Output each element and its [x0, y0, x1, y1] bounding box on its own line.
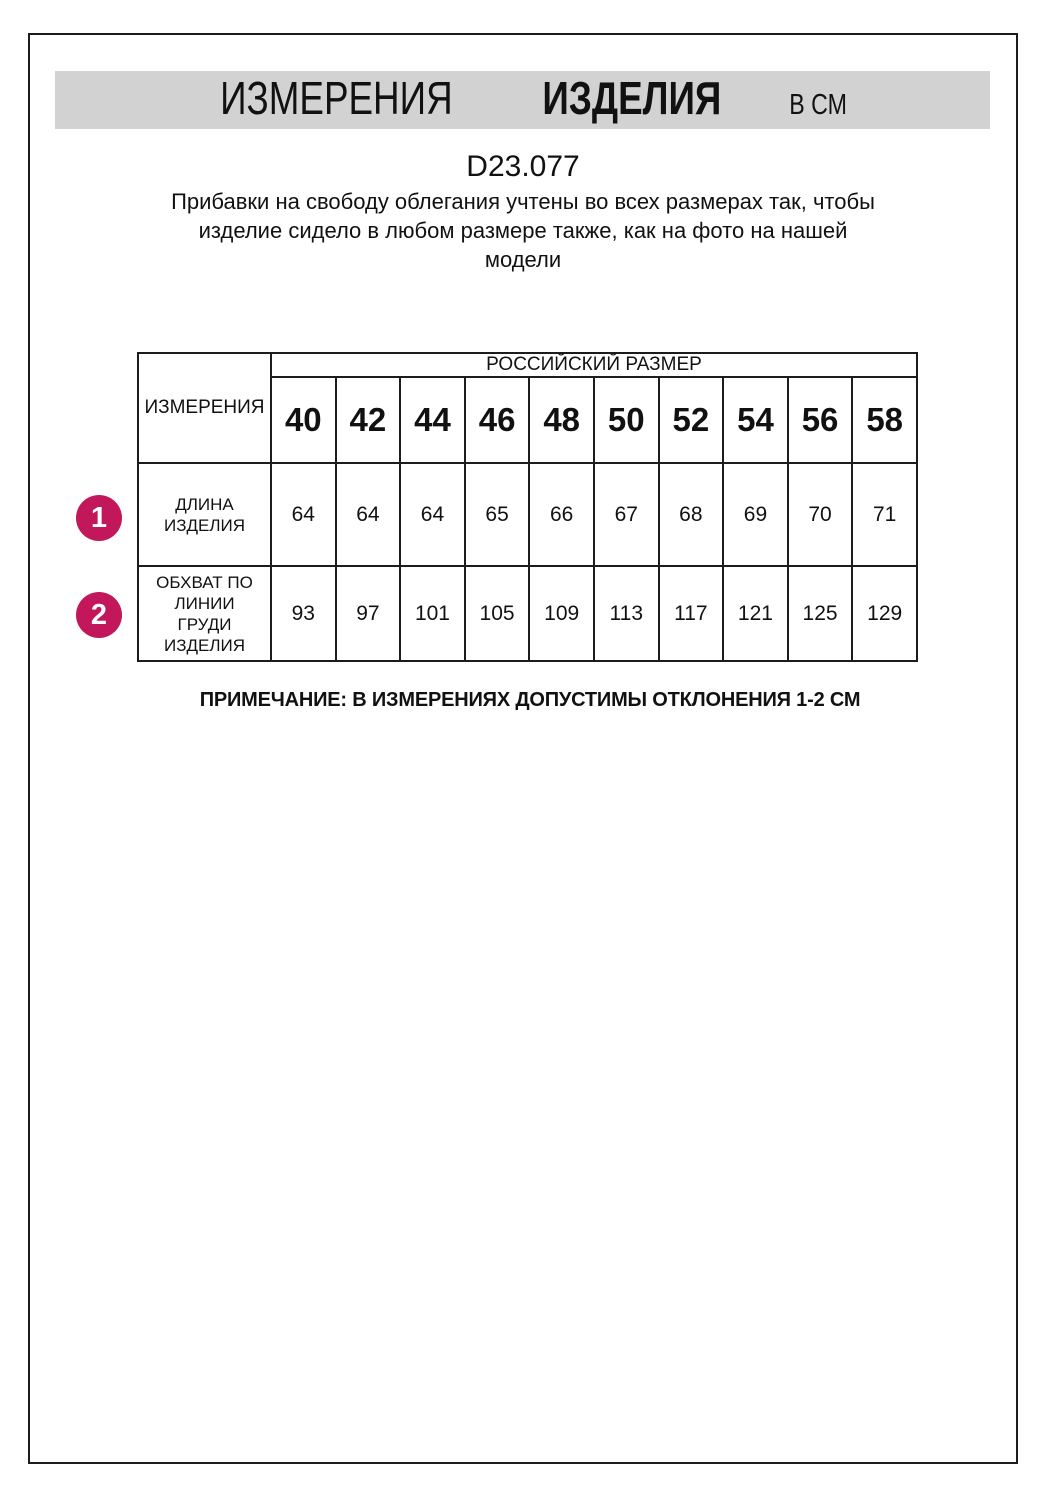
size-column-header: 40 [271, 377, 336, 463]
value-cell: 93 [271, 566, 336, 661]
fit-description [55, 187, 991, 274]
russian-size-header-cell: РОССИЙСКИЙ РАЗМЕР [271, 353, 917, 377]
title-product: ИЗДЕЛИЯ [542, 72, 722, 124]
value-cell: 113 [594, 566, 659, 661]
size-column-header: 42 [336, 377, 401, 463]
value-cell: 64 [271, 463, 336, 566]
title-band [55, 71, 990, 129]
tolerance-note: ПРИМЕЧАНИЕ: В ИЗМЕРЕНИЯХ ДОПУСТИМЫ ОТКЛОНЕНИЯ 1-2 СМ [199, 689, 861, 711]
description-line: Прибавки на свободу облегания учтены во всех размерах так, чтобы [171, 189, 875, 214]
group-header-row [138, 353, 917, 377]
value-cell: 68 [659, 463, 724, 566]
value-cell: 121 [723, 566, 788, 661]
title-measurements: ИЗМЕРЕНИЯ [220, 72, 453, 124]
value-cell: 97 [336, 566, 401, 661]
value-cell: 66 [529, 463, 594, 566]
value-cell: 70 [788, 463, 853, 566]
article-code: D23.077 [466, 150, 580, 183]
size-column-header: 58 [852, 377, 917, 463]
value-cell: 129 [852, 566, 917, 661]
value-cell: 109 [529, 566, 594, 661]
size-column-header: 48 [529, 377, 594, 463]
description-line: изделие сидело в любом размере также, как на фото на нашей [198, 218, 848, 243]
value-cell: 101 [400, 566, 465, 661]
size-column-header: 46 [465, 377, 530, 463]
size-column-header: 52 [659, 377, 724, 463]
size-table [137, 352, 918, 662]
row-label: ДЛИНА ИЗДЕЛИЯ [138, 463, 271, 566]
size-column-header: 56 [788, 377, 853, 463]
measurements-header-cell: ИЗМЕРЕНИЯ [138, 353, 271, 463]
title-units-label: В СМ [788, 89, 847, 121]
value-cell: 67 [594, 463, 659, 566]
value-cell: 105 [465, 566, 530, 661]
value-cell: 125 [788, 566, 853, 661]
value-cell: 69 [723, 463, 788, 566]
size-column-header: 54 [723, 377, 788, 463]
description-line: модели [484, 247, 562, 272]
value-cell: 64 [336, 463, 401, 566]
row-number-badge: 2 [76, 592, 122, 638]
row-label: ОБХВАТ ПО ЛИНИИ ГРУДИ ИЗДЕЛИЯ [138, 566, 271, 661]
value-cell: 117 [659, 566, 724, 661]
table-row [138, 566, 917, 661]
size-column-header: 50 [594, 377, 659, 463]
value-cell: 64 [400, 463, 465, 566]
value-cell: 71 [852, 463, 917, 566]
value-cell: 65 [465, 463, 530, 566]
table-row [138, 463, 917, 566]
row-number-badge: 1 [76, 495, 122, 541]
size-column-header: 44 [400, 377, 465, 463]
